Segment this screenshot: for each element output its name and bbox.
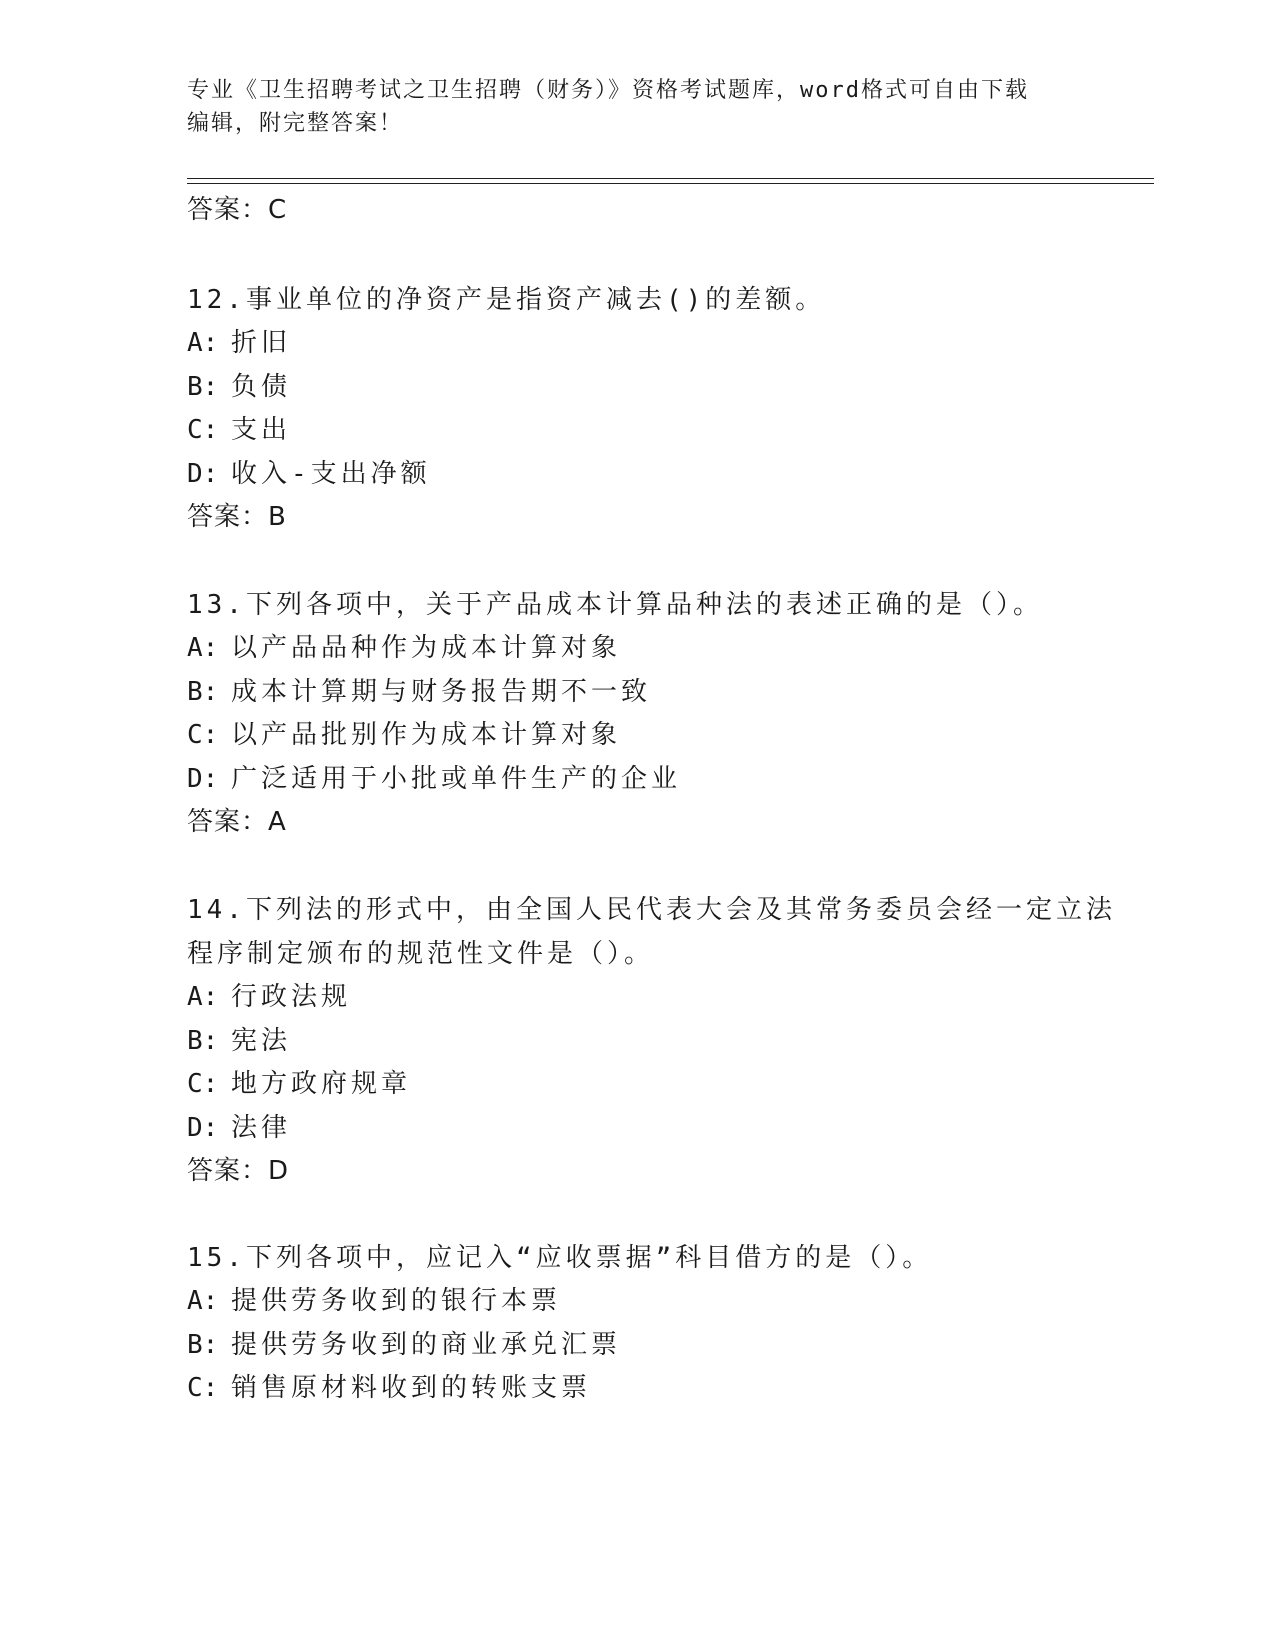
option-label: B: xyxy=(187,1330,219,1360)
option-label: C: xyxy=(187,1069,219,1099)
option-text: 广泛适用于小批或单件生产的企业 xyxy=(231,764,682,794)
question-15-option-c xyxy=(187,1371,591,1405)
previous-answer: 答案：C xyxy=(187,195,288,225)
option-text: 法律 xyxy=(231,1113,292,1143)
option-label: B: xyxy=(187,372,219,402)
option-label: C: xyxy=(187,1373,219,1403)
option-label: A: xyxy=(187,982,219,1012)
question-12-option-c xyxy=(187,413,291,447)
question-14-stem-line-2: 程序制定颁布的规范性文件是（）。 xyxy=(187,939,655,969)
question-12-answer: 答案：B xyxy=(187,502,287,532)
question-14-stem-line-1: 14.下列法的形式中，由全国人民代表大会及其常务委员会经一定立法 xyxy=(187,895,1116,925)
option-text: 支出 xyxy=(231,415,292,445)
option-text: 成本计算期与财务报告期不一致 xyxy=(231,677,652,707)
option-label: C: xyxy=(187,415,219,445)
option-label: A: xyxy=(187,1286,219,1316)
question-15-option-b xyxy=(187,1328,621,1362)
question-12-option-d xyxy=(187,457,431,491)
option-label: B: xyxy=(187,677,219,707)
question-13-option-c xyxy=(187,718,621,752)
question-14-option-b xyxy=(187,1024,291,1058)
header-rule-bottom xyxy=(187,183,1154,184)
option-text: 地方政府规章 xyxy=(231,1069,412,1099)
option-label: A: xyxy=(187,633,219,663)
question-15-option-a xyxy=(187,1284,561,1318)
question-13-option-b xyxy=(187,675,651,709)
option-label: D: xyxy=(187,1113,219,1143)
question-14-option-d xyxy=(187,1111,291,1145)
option-text: 提供劳务收到的商业承兑汇票 xyxy=(231,1330,622,1360)
header-rule-top xyxy=(187,178,1154,179)
option-label: A: xyxy=(187,328,219,358)
question-14-option-c xyxy=(187,1067,411,1101)
option-text: 销售原材料收到的转账支票 xyxy=(231,1373,592,1403)
question-15-stem: 15.下列各项中，应记入“应收票据”科目借方的是（）。 xyxy=(187,1243,933,1273)
option-text: 宪法 xyxy=(231,1026,292,1056)
option-text: 以产品品种作为成本计算对象 xyxy=(231,633,622,663)
option-label: D: xyxy=(187,459,219,489)
option-text: 负债 xyxy=(231,372,292,402)
question-13-answer: 答案：A xyxy=(187,807,287,837)
option-text: 以产品批别作为成本计算对象 xyxy=(231,720,622,750)
header-line-2: 编辑，附完整答案！ xyxy=(187,111,404,136)
option-label: B: xyxy=(187,1026,219,1056)
question-12-option-b xyxy=(187,370,291,404)
question-12-option-a xyxy=(187,326,291,360)
option-text: 行政法规 xyxy=(231,982,352,1012)
option-label: C: xyxy=(187,720,219,750)
question-14-answer: 答案：D xyxy=(187,1156,290,1186)
question-12-stem: 12.事业单位的净资产是指资产减去()的差额。 xyxy=(187,285,826,315)
option-text: 收入-支出净额 xyxy=(231,459,431,489)
document-header xyxy=(187,74,1087,140)
header-line-1: 专业《卫生招聘考试之卫生招聘（财务）》资格考试题库，word格式可自由下载 xyxy=(187,78,1029,103)
option-text: 提供劳务收到的银行本票 xyxy=(231,1286,562,1316)
option-text: 折旧 xyxy=(231,328,292,358)
option-label: D: xyxy=(187,764,219,794)
question-13-option-a xyxy=(187,631,621,665)
question-13-stem: 13.下列各项中，关于产品成本计算品种法的表述正确的是（）。 xyxy=(187,590,1043,620)
question-14-option-a xyxy=(187,980,351,1014)
question-13-option-d xyxy=(187,762,681,796)
